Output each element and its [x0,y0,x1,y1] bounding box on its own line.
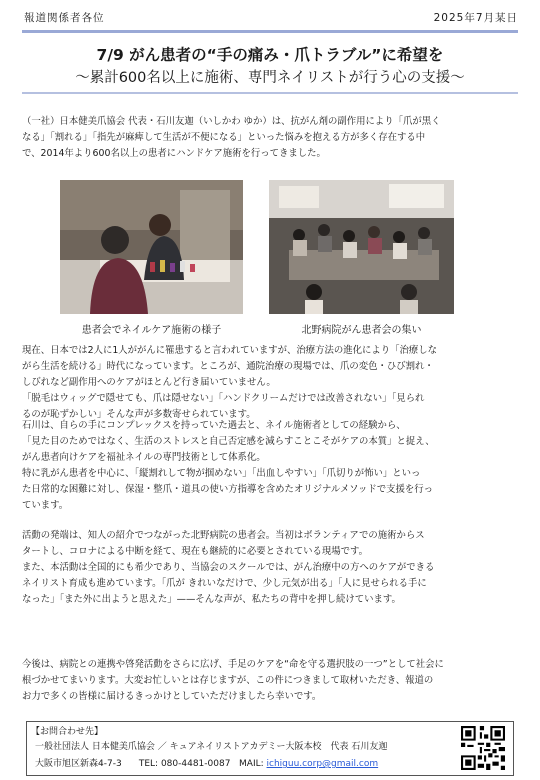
patient-gathering-photo [269,180,454,314]
text-line: 根づかせてまいります。大変お忙しいとは存じますが、この件につきまして取材いただき、報道の [22,675,434,686]
text-line: 活動の発端は、知人の紹介でつながった北野病院の患者会。当初はボランティアでの施術からス [22,530,425,541]
text-line: （一社）日本健美爪協会 代表・石川友迦（いしかわ ゆか）は、抗がん剤の副作用により「爪が黒く [22,116,441,127]
text-line: なった」「また外に出ようと思えた」——そんな声が、私たちの背中を押し続けています。 [22,594,401,605]
headline: 7/9 がん患者の“手の痛み・爪トラブル”に希望を [96,46,444,64]
nail-care-session-photo [60,180,243,314]
text-line: 特に乳がん患者を中心に、「縦割れして物が掴めない」「出血しやすい」「爪切りが怖い」といっ [22,468,421,479]
release-date: 2025年7月某日 [433,12,518,24]
header-row [24,10,518,25]
text-line: るのが恥ずかしい」そんな声が多数寄せられています。 [22,409,256,420]
text-line: た日常的な困難に対し、保湿・整爪・道具の使い方指導を含めたオリジナルメソッドで支援を行っ [22,484,434,495]
contact-box [26,721,514,776]
background-paragraph [22,343,518,423]
method-paragraph [22,418,518,514]
text-line: 石川は、自らの手にコンプレックスを持っていた過去と、ネイル施術者としての経験から、 [22,420,406,431]
top-divider [22,30,518,33]
text-line: 「見た目のためではなく、生活のストレスと自己否定感を減らすことこそがケアの本質」と捉え、 [22,436,435,447]
text-line: しびれなど副作用へのケアがほとんど行き届いていません。 [22,377,276,388]
recipient-line: 報道関係者各位 [24,12,105,24]
contact-tel: TEL: 080-4481-0087 [138,759,231,769]
text-line: お力で多くの皆様に届けるきっかけとしていただけましたら幸いです。 [22,691,322,702]
contact-heading: 【お問合わせ先】 [31,727,104,737]
subheadline: 〜累計600名以上に施術、専門ネイリストが行う心の支援〜 [75,70,465,86]
right-photo-caption: 北野病院がん患者会の集い [301,325,422,336]
qr-code-icon[interactable] [461,726,505,770]
text-line: で、2014年より600名以上の患者にハンドケア施術を行ってきました。 [22,148,326,159]
intro-paragraph [22,114,518,162]
left-photo-caption: 患者会でネイルケア施術の様子 [81,325,222,336]
text-line: ています。 [22,500,69,511]
text-line: がん患者向けケアを福祉ネイルの専門技術として体系化。 [22,452,266,463]
contact-mail-label: MAIL: [239,759,264,769]
contact-details [35,756,378,769]
contact-organization: 一般社団法人 日本健美爪協会 ／ キュアネイリストアカデミー大阪本校 代表 石川友迦 [35,742,388,752]
text-line: 今後は、病院との連携や啓発活動をさらに広げ、手足のケアを“命を守る選択肢の一つ”として社会に [22,659,444,670]
text-line: がら生活を続ける」時代になっています。ところが、通院治療の現場では、爪の変色・ひび割れ・ [22,361,434,372]
text-line: 現在、日本では2人に1人ががんに罹患すると言われていますが、治療方法の進化により「治療しな [22,345,438,356]
contact-email-link[interactable]: ichiguu.corp@gmail.com [266,759,379,769]
closing-paragraph [22,657,518,705]
activity-paragraph [22,528,518,608]
title-divider [22,92,518,94]
contact-address: 大阪市旭区新森4-7-3 [35,759,122,769]
text-line: また、本活動は全国的にも希少であり、当協会のスクールでは、がん治療中の方へのケアができる [22,562,435,573]
text-line: タートし、コロナによる中断を経て、現在も継続的に必要とされている現場です。 [22,546,368,557]
text-line: ネイリスト育成も進めています。「爪が きれいなだけで、少し元気が出る」「人に見せられる手に [22,578,427,589]
text-line: 「脱毛はウィッグで隠せても、爪は隠せない」「ハンドクリームだけでは改善されない」「見られ [22,393,425,404]
text-line: なる」「割れる」「指先が麻痺して生活が不便になる」といった悩みを抱える方が多く存在する中 [22,132,426,143]
